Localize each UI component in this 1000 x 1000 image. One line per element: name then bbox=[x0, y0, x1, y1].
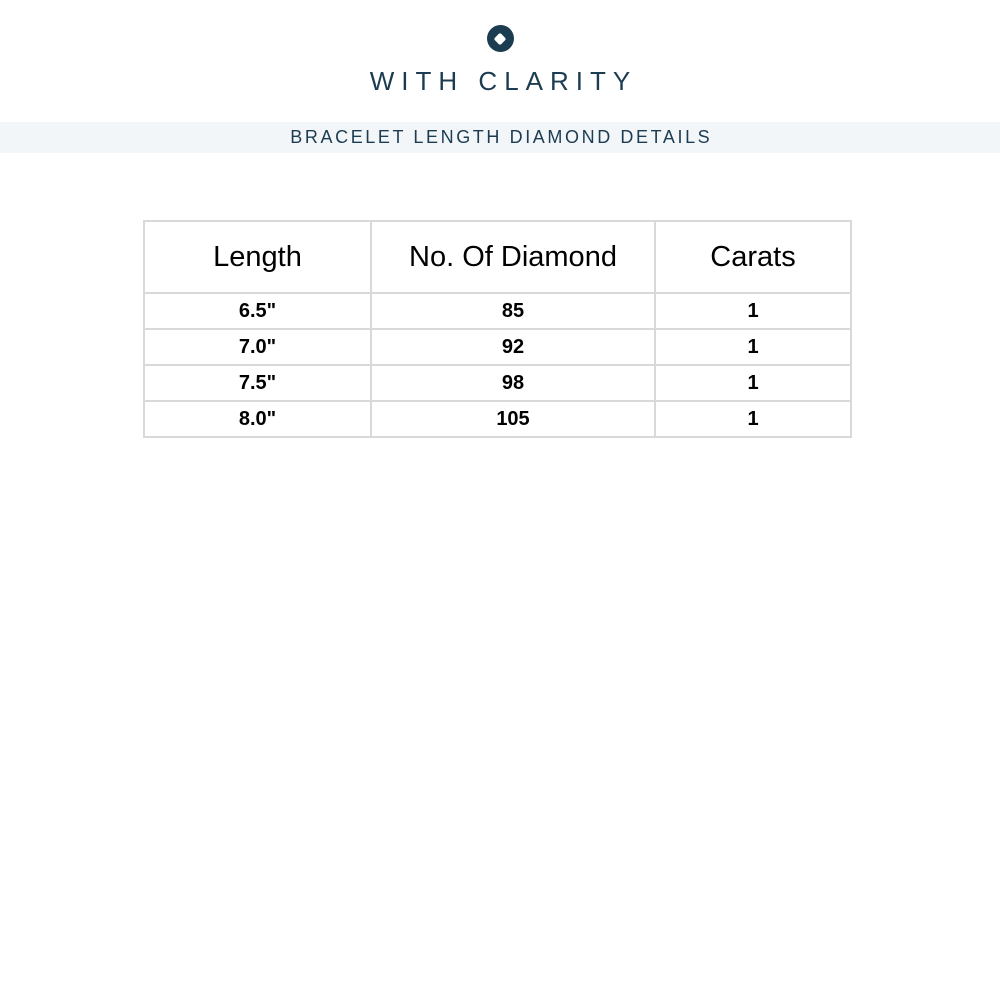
cell-length: 7.0" bbox=[144, 329, 371, 365]
cell-no-of-diamond: 85 bbox=[371, 293, 655, 329]
cell-length: 6.5" bbox=[144, 293, 371, 329]
diamond-glyph-icon bbox=[494, 32, 507, 45]
cell-carats: 1 bbox=[655, 293, 851, 329]
diamond-details-table bbox=[143, 220, 852, 438]
brand-header bbox=[0, 25, 1000, 95]
cell-no-of-diamond: 92 bbox=[371, 329, 655, 365]
cell-carats: 1 bbox=[655, 329, 851, 365]
table-row bbox=[144, 329, 851, 365]
table-row bbox=[144, 365, 851, 401]
table-row bbox=[144, 401, 851, 437]
announcement-banner bbox=[0, 122, 1000, 153]
column-header-no-of-diamond: No. Of Diamond bbox=[371, 221, 655, 293]
column-header-length: Length bbox=[144, 221, 371, 293]
cell-length: 7.5" bbox=[144, 365, 371, 401]
column-header-carats: Carats bbox=[655, 221, 851, 293]
table-row bbox=[144, 293, 851, 329]
table-header-row bbox=[144, 221, 851, 293]
diamond-details-table-wrap bbox=[143, 220, 852, 438]
banner-title: BRACELET LENGTH DIAMOND DETAILS bbox=[290, 127, 713, 147]
cell-no-of-diamond: 98 bbox=[371, 365, 655, 401]
brand-name: WITH CLARITY bbox=[369, 66, 638, 96]
cell-length: 8.0" bbox=[144, 401, 371, 437]
cell-no-of-diamond: 105 bbox=[371, 401, 655, 437]
cell-carats: 1 bbox=[655, 401, 851, 437]
diamond-in-circle-icon bbox=[487, 25, 514, 52]
cell-carats: 1 bbox=[655, 365, 851, 401]
